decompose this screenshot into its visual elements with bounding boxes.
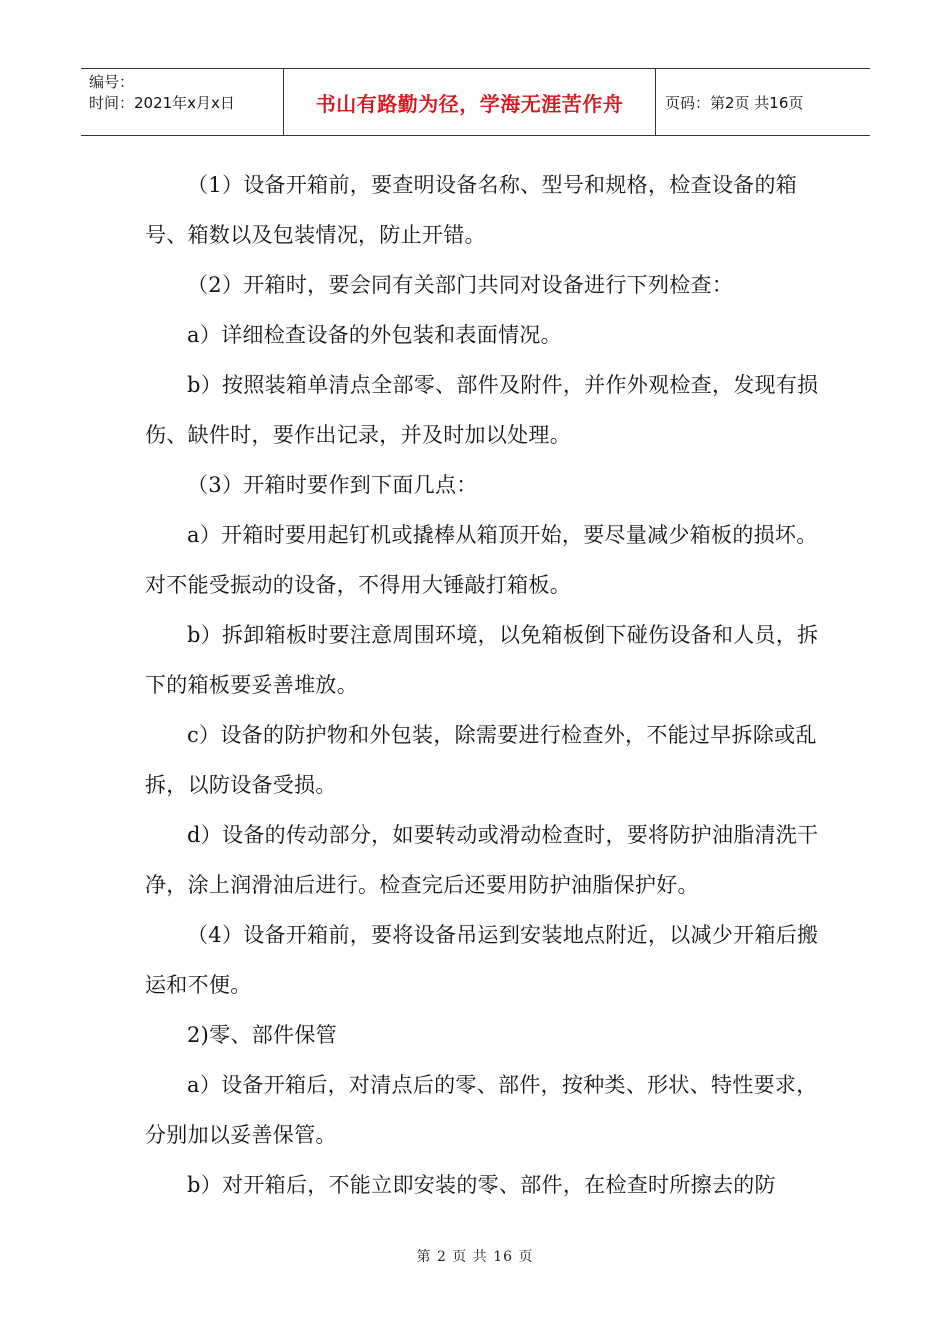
paragraph: （4）设备开箱前，要将设备吊运到安装地点附近，以减少开箱后搬运和不便。	[145, 923, 819, 997]
header-table	[81, 68, 870, 136]
footer-page-number: 第 2 页 共 16 页	[416, 1249, 534, 1265]
document-body	[145, 160, 825, 1210]
paragraph: b）按照装箱单清点全部零、部件及附件，并作外观检查，发现有损伤、缺件时，要作出记录，并及时加以处理。	[145, 373, 819, 447]
page-footer	[0, 1246, 950, 1266]
header-motto	[283, 69, 656, 135]
paragraph: a）开箱时要用起钉机或撬棒从箱顶开始，要尽量减少箱板的损坏。对不能受振动的设备，不得用大锤敲打箱板。	[145, 523, 818, 597]
document-date: 时间：2021年x月x日	[89, 94, 235, 112]
paragraph: b）拆卸箱板时要注意周围环境，以免箱板倒下碰伤设备和人员，拆下的箱板要妥善堆放。	[145, 623, 819, 697]
header-meta	[81, 69, 283, 135]
paragraph: a）设备开箱后，对清点后的零、部件，按种类、形状、特性要求，分别加以妥善保管。	[145, 1073, 818, 1147]
paragraph: a）详细检查设备的外包装和表面情况。	[187, 323, 562, 347]
header-page-info	[656, 69, 870, 135]
motto-text: 书山有路勤为径，学海无涯苦作舟	[315, 91, 624, 116]
paragraph: （2）开箱时，要会同有关部门共同对设备进行下列检查：	[187, 273, 734, 297]
paragraph: c）设备的防护物和外包装，除需要进行检查外，不能过早拆除或乱拆，以防设备受损。	[145, 723, 817, 797]
document-number-label: 编号：	[89, 73, 135, 91]
paragraph: d）设备的传动部分，如要转动或滑动检查时，要将防护油脂清洗干净，涂上润滑油后进行。检查完后还要用防护油脂保护好。	[145, 823, 819, 897]
paragraph: （3）开箱时要作到下面几点：	[187, 473, 478, 497]
paragraph: （1）设备开箱前，要查明设备名称、型号和规格，检查设备的箱号、箱数以及包装情况，防止开错。	[145, 173, 798, 247]
paragraph: b）对开箱后，不能立即安装的零、部件，在检查时所擦去的防	[187, 1173, 776, 1197]
section-heading: 2)零、部件保管	[187, 1023, 337, 1047]
page-info-text: 页码：第2页 共16页	[665, 93, 804, 112]
